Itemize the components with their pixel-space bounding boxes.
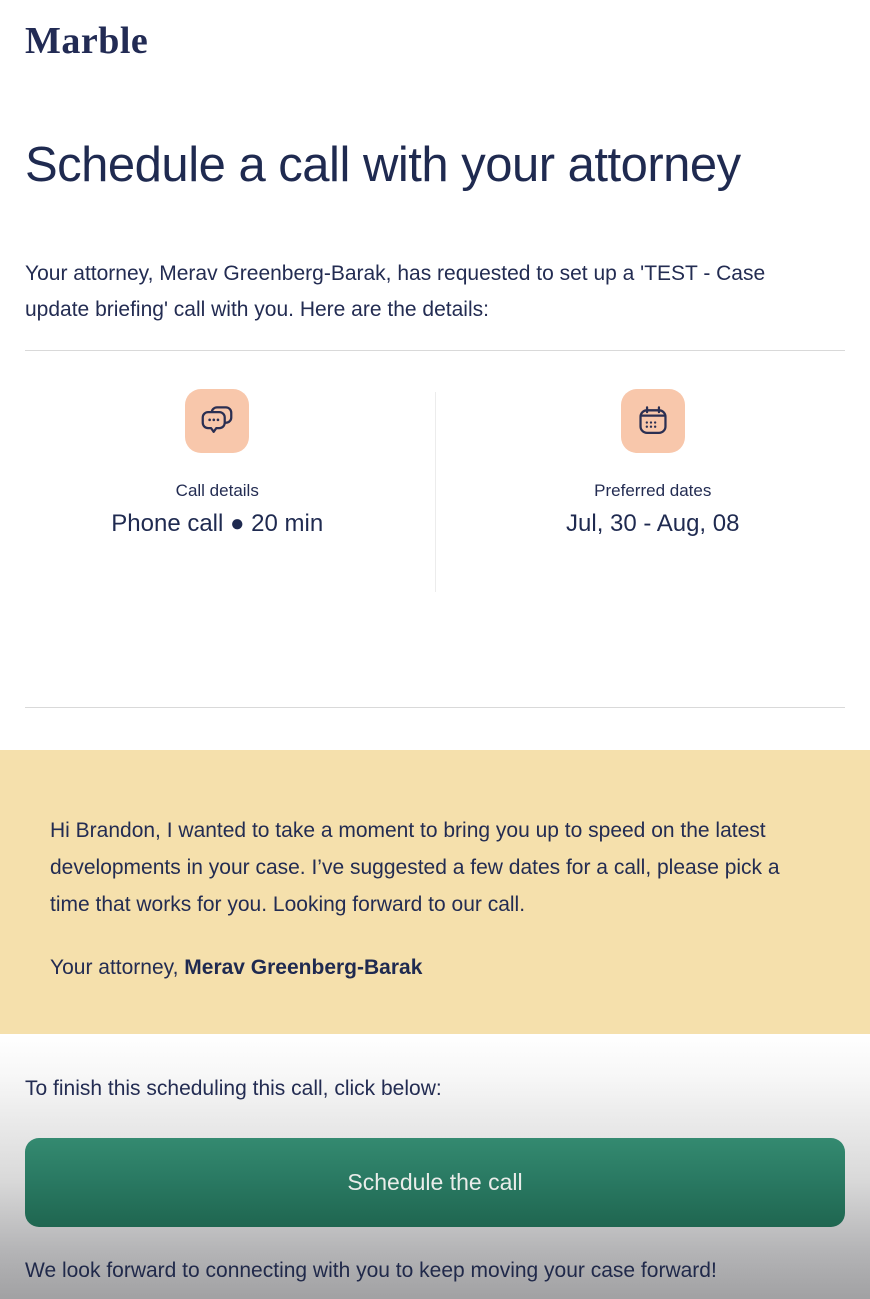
bottom-divider — [25, 707, 845, 708]
header — [0, 0, 870, 64]
cta-instruction: To finish this scheduling this call, click below: — [25, 1078, 845, 1100]
marble-logo: Marble — [25, 18, 845, 64]
call-details-section — [0, 351, 870, 685]
preferred-dates-label: Preferred dates — [594, 480, 711, 501]
intro-text: Your attorney, Merav Greenberg-Barak, has requested to set up a 'TEST - Case update briefing' call with you. Here are the details: — [0, 256, 820, 328]
attorney-message-box — [0, 750, 870, 1034]
page-title: Schedule a call with your attorney — [0, 136, 870, 194]
preferred-dates-column — [436, 389, 870, 539]
call-details-column — [0, 389, 435, 539]
attorney-signature — [50, 949, 800, 986]
cta-section — [0, 1034, 870, 1299]
preferred-dates-value: Jul, 30 - Aug, 08 — [566, 509, 739, 539]
signature-prefix: Your attorney, — [50, 956, 184, 979]
chat-bubbles-icon — [185, 389, 249, 453]
call-details-value: Phone call ● 20 min — [111, 509, 323, 539]
cta-footer-text: We look forward to connecting with you to keep moving your case forward! — [25, 1260, 845, 1282]
schedule-call-button[interactable]: Schedule the call — [25, 1138, 845, 1227]
calendar-icon — [621, 389, 685, 453]
call-details-label: Call details — [176, 480, 259, 501]
signature-name: Merav Greenberg-Barak — [184, 956, 422, 979]
attorney-message-text: Hi Brandon, I wanted to take a moment to bring you up to speed on the latest developments in your case. I’ve suggested a few dates for a call, please pick a time that works for you. Looking forward to our call. — [50, 812, 800, 923]
